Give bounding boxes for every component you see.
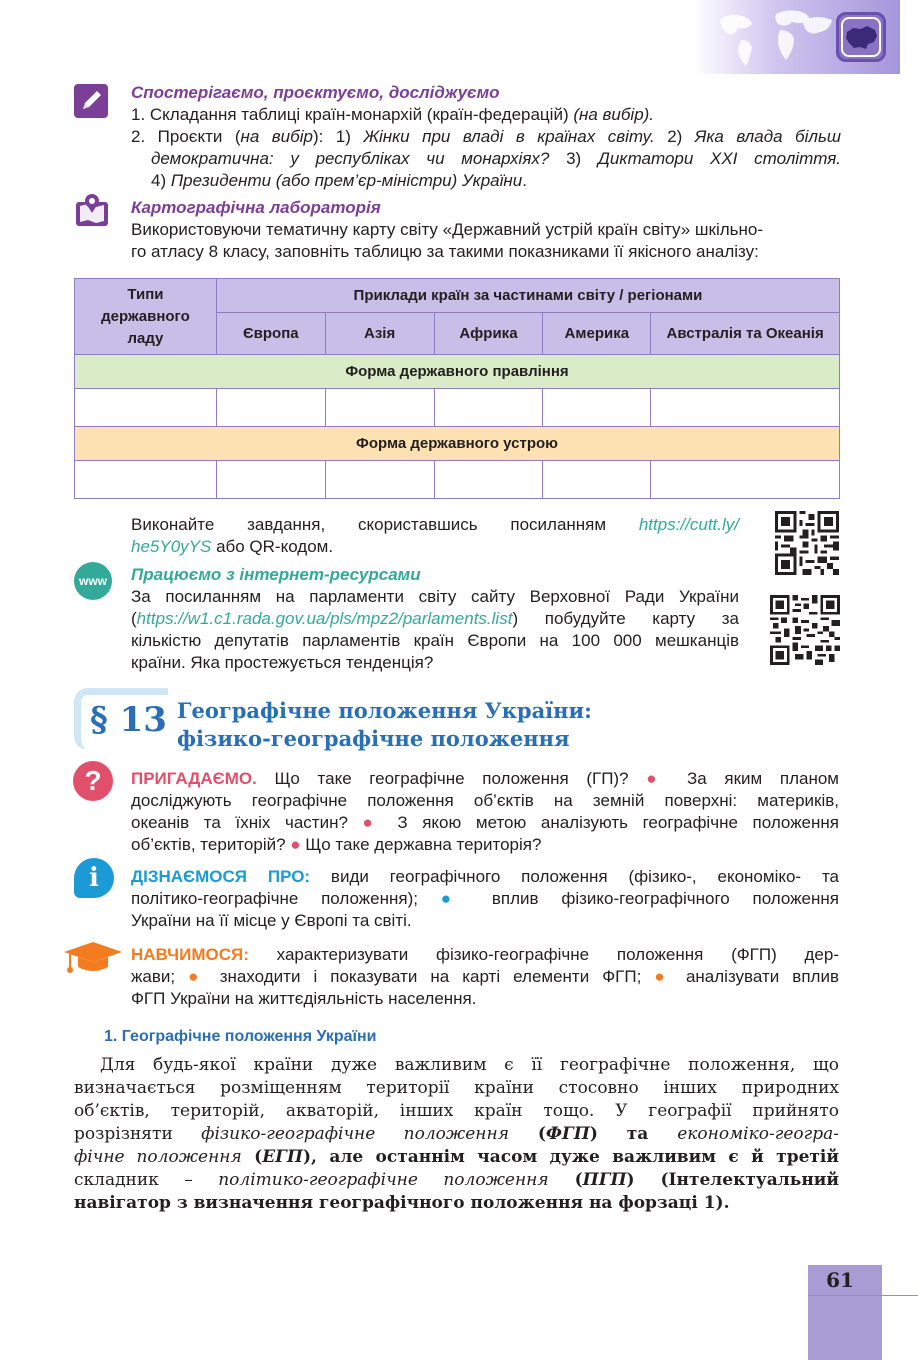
cutt-link-part2[interactable]: he5Y0yYS <box>131 537 212 556</box>
cartolab-line-1: Використовуючи тематичну карту світу «Державний устрій країн світу» шкільно- <box>131 220 764 239</box>
table-header-australia: Австралія та Океанія <box>651 313 840 355</box>
www-icon: www <box>74 562 112 600</box>
will-learn-line-1: НАВЧИМОСЯ: характеризувати фізико-географічне положення (ФГП) дер- <box>131 945 839 964</box>
qr-task-line-2: he5Y0yYS або QR-кодом. <box>131 537 334 556</box>
table-group-header: Приклади країн за частинами світу / регіонами <box>216 279 839 313</box>
section-number: § 13 <box>90 700 167 740</box>
paragraph-line-6: складник – політико-географічне положення (ПГП) (Інтелектуальний <box>74 1170 839 1190</box>
observe-item-1: 1. Складання таблиці країн-монархій (країн-федерацій) (на вибір). <box>131 105 655 124</box>
ukraine-map-icon <box>836 12 886 62</box>
learn-about-line-1: ДІЗНАЄМОСЯ ПРО: види географічного положення (фізико-, економіко- та <box>131 867 839 886</box>
internet-line-3: кількістю депутатів парламентів країн Європи на 100 000 мешканців <box>131 631 739 650</box>
info-icon: i <box>74 858 114 898</box>
remember-line-4: об’єктів, територій? ● Що таке державна територія? <box>131 835 542 854</box>
page-number: 61 <box>826 1268 854 1292</box>
paragraph-line-4: розрізняти фізико-географічне положення (ФГП) та економіко-геогра- <box>74 1124 839 1144</box>
observe-heading: Спостерігаємо, проєктуємо, досліджуємо <box>131 83 500 102</box>
map-pin-icon <box>74 192 110 228</box>
qr-code-icon[interactable] <box>770 595 840 665</box>
will-learn-line-2: жави; ● знаходити і показувати на карті елементи ФГП; ● аналізувати вплив <box>131 967 839 986</box>
paragraph-line-1: Для будь-якої країни дуже важливим є її географічне положення, що <box>100 1055 839 1075</box>
table-header-africa: Африка <box>434 313 543 355</box>
internet-heading: Працюємо з інтернет-ресурсами <box>131 565 421 584</box>
table-header-asia: Азія <box>325 313 434 355</box>
section-badge <box>74 688 168 750</box>
subsection-title: 1. Географічне положення України <box>104 1028 377 1045</box>
qr-task-line-1: Виконайте завдання, скориставшись посиланням https://cutt.ly/ <box>131 515 739 534</box>
learn-about-line-3: України на її місце у Європі та світі. <box>131 911 412 930</box>
analysis-table <box>74 278 840 499</box>
internet-line-4: країни. Яка простежується тенденція? <box>131 653 434 672</box>
learn-about-line-2: політико-географічне положення); ● вплив фізико-географічного положення <box>131 889 839 908</box>
cartolab-line-2: го атласу 8 класу, заповніть таблицю за такими показниками її якісного аналізу: <box>131 242 759 261</box>
table-row <box>75 389 840 427</box>
paragraph-line-7: навігатор з визначення географічного положення на форзаці 1). <box>74 1193 730 1213</box>
rada-link[interactable]: https://w1.c1.rada.gov.ua/pls/mpz2/parlaments.list <box>136 609 513 628</box>
remember-line-1: ПРИГАДАЄМО. Що таке географічне положення (ГП)? ● За яким планом <box>131 769 839 788</box>
section-title-line-1: Географічне положення України: <box>177 698 592 723</box>
remember-line-3: океанів та їхніх частин? ● З якою метою аналізують географічне положення <box>131 813 839 832</box>
observe-item-2-line2: демократична: у республіках чи монархіях? 3) Диктатори XXI століття. <box>151 149 842 168</box>
table-col-types: Типи державного ладу <box>75 279 217 355</box>
section-title-line-2: фізико-географічне положення <box>177 726 570 751</box>
internet-line-2: (https://w1.c1.rada.gov.ua/pls/mpz2/parlaments.list) побудуйте карту за <box>131 609 739 628</box>
will-learn-line-3: ФГП України на життєдіяльність населення. <box>131 989 477 1008</box>
cartolab-heading: Картографічна лабораторія <box>131 198 381 217</box>
qr-code-icon[interactable] <box>775 511 839 575</box>
cutt-link[interactable]: https://cutt.ly/ <box>638 515 739 534</box>
header-banner <box>692 0 900 74</box>
observe-item-2-line1: 2. Проєкти (на вибір): 1) Жінки при владі в країнах світу. 2) Яка влада більш <box>131 127 842 146</box>
page-number-rule <box>808 1295 918 1296</box>
internet-line-1: За посиланням на парламенти світу сайту Верховної Ради України <box>131 587 739 606</box>
table-header-america: Америка <box>543 313 651 355</box>
graduation-cap-icon <box>62 940 124 980</box>
table-section-government-form: Форма державного правління <box>75 355 840 389</box>
paragraph-line-5: фічне положення (ЕГП), але останнім часом дуже важливим є й третій <box>74 1147 839 1167</box>
table-section-state-structure: Форма державного устрою <box>75 427 840 461</box>
pencil-icon <box>74 84 108 118</box>
question-icon: ? <box>73 761 113 801</box>
paragraph-line-2: визначається розміщенням території країни стосовно інших природних <box>74 1078 839 1098</box>
observe-item-2-line3: 4) Президенти (або прем’єр-міністри) України. <box>151 171 527 190</box>
remember-line-2: досліджують географічне положення об’єктів на земній поверхні: материків, <box>131 791 839 810</box>
table-header-europe: Європа <box>216 313 325 355</box>
paragraph-line-3: об’єктів, територій, акваторій, інших країн тощо. У географії прийнято <box>74 1101 839 1121</box>
table-row <box>75 461 840 499</box>
